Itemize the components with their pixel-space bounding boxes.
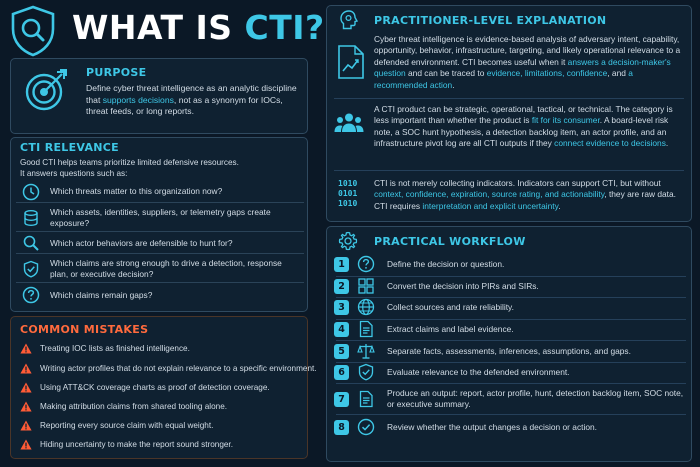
grid-icon (357, 277, 375, 295)
step-number: 2 (334, 279, 349, 294)
magnifier-icon (22, 234, 40, 252)
users-icon (334, 112, 364, 134)
workflow-heading: PRACTICAL WORKFLOW (374, 235, 526, 248)
divider (336, 414, 686, 415)
mistake-item: Making attribution claims from shared tooling alone. (20, 401, 227, 412)
target-icon (24, 68, 68, 112)
relevance-item: Which actor behaviors are defensible to hunt for? (16, 233, 304, 254)
shield-check-icon (357, 363, 375, 381)
shield-check-icon (22, 260, 40, 278)
mistakes-heading: COMMON MISTAKES (20, 323, 149, 336)
step-number: 8 (334, 420, 349, 435)
workflow-step: 7 Produce an output: report, actor profile, hunt, detection backlog item, SOC note, or executive summary. (334, 386, 688, 412)
warning-icon (20, 401, 32, 412)
check-circle-icon (357, 418, 375, 436)
scales-icon (357, 342, 375, 360)
relevance-item: Which claims remain gaps? (16, 284, 304, 306)
report-icon (357, 390, 375, 408)
workflow-step: 2 Convert the decision into PIRs and SIRs. (334, 277, 688, 295)
relevance-intro: Good CTI helps teams prioritize limited defensive resources. It answers questions such as: (20, 158, 239, 178)
warning-icon (20, 382, 32, 393)
page-title: WHAT IS CTI? (72, 8, 325, 47)
divider (336, 383, 686, 384)
relevance-item: Which threats matter to this organization now? (16, 181, 304, 203)
workflow-step: 3 Collect sources and rate reliability. (334, 298, 688, 316)
divider (336, 340, 686, 341)
workflow-step: 5 Separate facts, assessments, inferences, assumptions, and gaps. (334, 342, 688, 360)
shield-search-icon (10, 5, 56, 57)
mistake-item: Hiding uncertainty to make the report sound stronger. (20, 439, 233, 450)
workflow-step: 1 Define the decision or question. (334, 255, 688, 273)
step-number: 6 (334, 365, 349, 380)
document-chart-icon (336, 44, 366, 80)
relevance-item: Which assets, identities, suppliers, or telemetry gaps create exposure? (16, 204, 304, 232)
warning-icon (20, 343, 32, 354)
practitioner-heading: PRACTITIONER-LEVEL EXPLANATION (374, 14, 607, 27)
step-number: 7 (334, 392, 349, 407)
warning-icon (20, 420, 32, 431)
relevance-item: Which claims are strong enough to drive a detection, response plan, or executive decision? (16, 255, 304, 283)
practitioner-paragraph-3: CTI is not merely collecting indicators. Indicators can support CTI, but without context, confidence, expiration, source rating, and actionability, they are raw data. CTI requires interpretation and explicit uncertainty. (374, 178, 676, 211)
gear-icon (338, 231, 358, 251)
practitioner-paragraph-2: A CTI product can be strategic, operational, tactical, or technical. The category is less important than whether the product is fit for its consumer. A board-level risk note, a SOC hunt hypothesis, a detection backlog item, an actor profile, and an infrastructure pivot log are all CTI outputs if they connect evidence to decisions. (374, 104, 673, 149)
mistake-item: Writing actor profiles that do not explain relevance to a specific environment. (20, 363, 317, 374)
divider (334, 98, 684, 99)
warning-icon (20, 363, 32, 374)
step-number: 5 (334, 344, 349, 359)
step-number: 4 (334, 322, 349, 337)
question-icon (357, 255, 375, 273)
relevance-heading: CTI RELEVANCE (20, 141, 119, 154)
mistake-item: Using ATT&CK coverage charts as proof of detection coverage. (20, 382, 270, 393)
workflow-step: 8 Review whether the output changes a decision or action. (334, 418, 688, 436)
practitioner-paragraph-1: Cyber threat intelligence is evidence-based analysis of adversary intent, capability, opportunity, behavior, infrastructure, targeting, and likely operational relevance to a defended environment. CTI becomes useful when it answers a decision-maker's question and can be traced to evidence, limitations, confidence, and a recommended action. (374, 34, 681, 90)
mistake-item: Reporting every source claim with equal weight. (20, 420, 213, 431)
step-number: 3 (334, 300, 349, 315)
purpose-text: Define cyber threat intelligence as an analytic discipline that supports decisions, not as a synonym for IOCs, threat feeds, or long reports. (86, 83, 297, 117)
question-icon (22, 286, 40, 304)
workflow-step: 6 Evaluate relevance to the defended environment. (334, 363, 688, 381)
binary-icon: 1010 0101 1010 (338, 179, 358, 208)
workflow-step: 4 Extract claims and label evidence. (334, 320, 688, 338)
clock-icon (22, 183, 40, 201)
mistake-item: Treating IOC lists as finished intelligence. (20, 343, 190, 354)
database-icon (22, 209, 40, 227)
document-icon (357, 320, 375, 338)
brain-gear-icon (338, 9, 360, 31)
globe-icon (357, 298, 375, 316)
step-number: 1 (334, 257, 349, 272)
purpose-heading: PURPOSE (86, 66, 147, 79)
warning-icon (20, 439, 32, 450)
divider (334, 170, 684, 171)
